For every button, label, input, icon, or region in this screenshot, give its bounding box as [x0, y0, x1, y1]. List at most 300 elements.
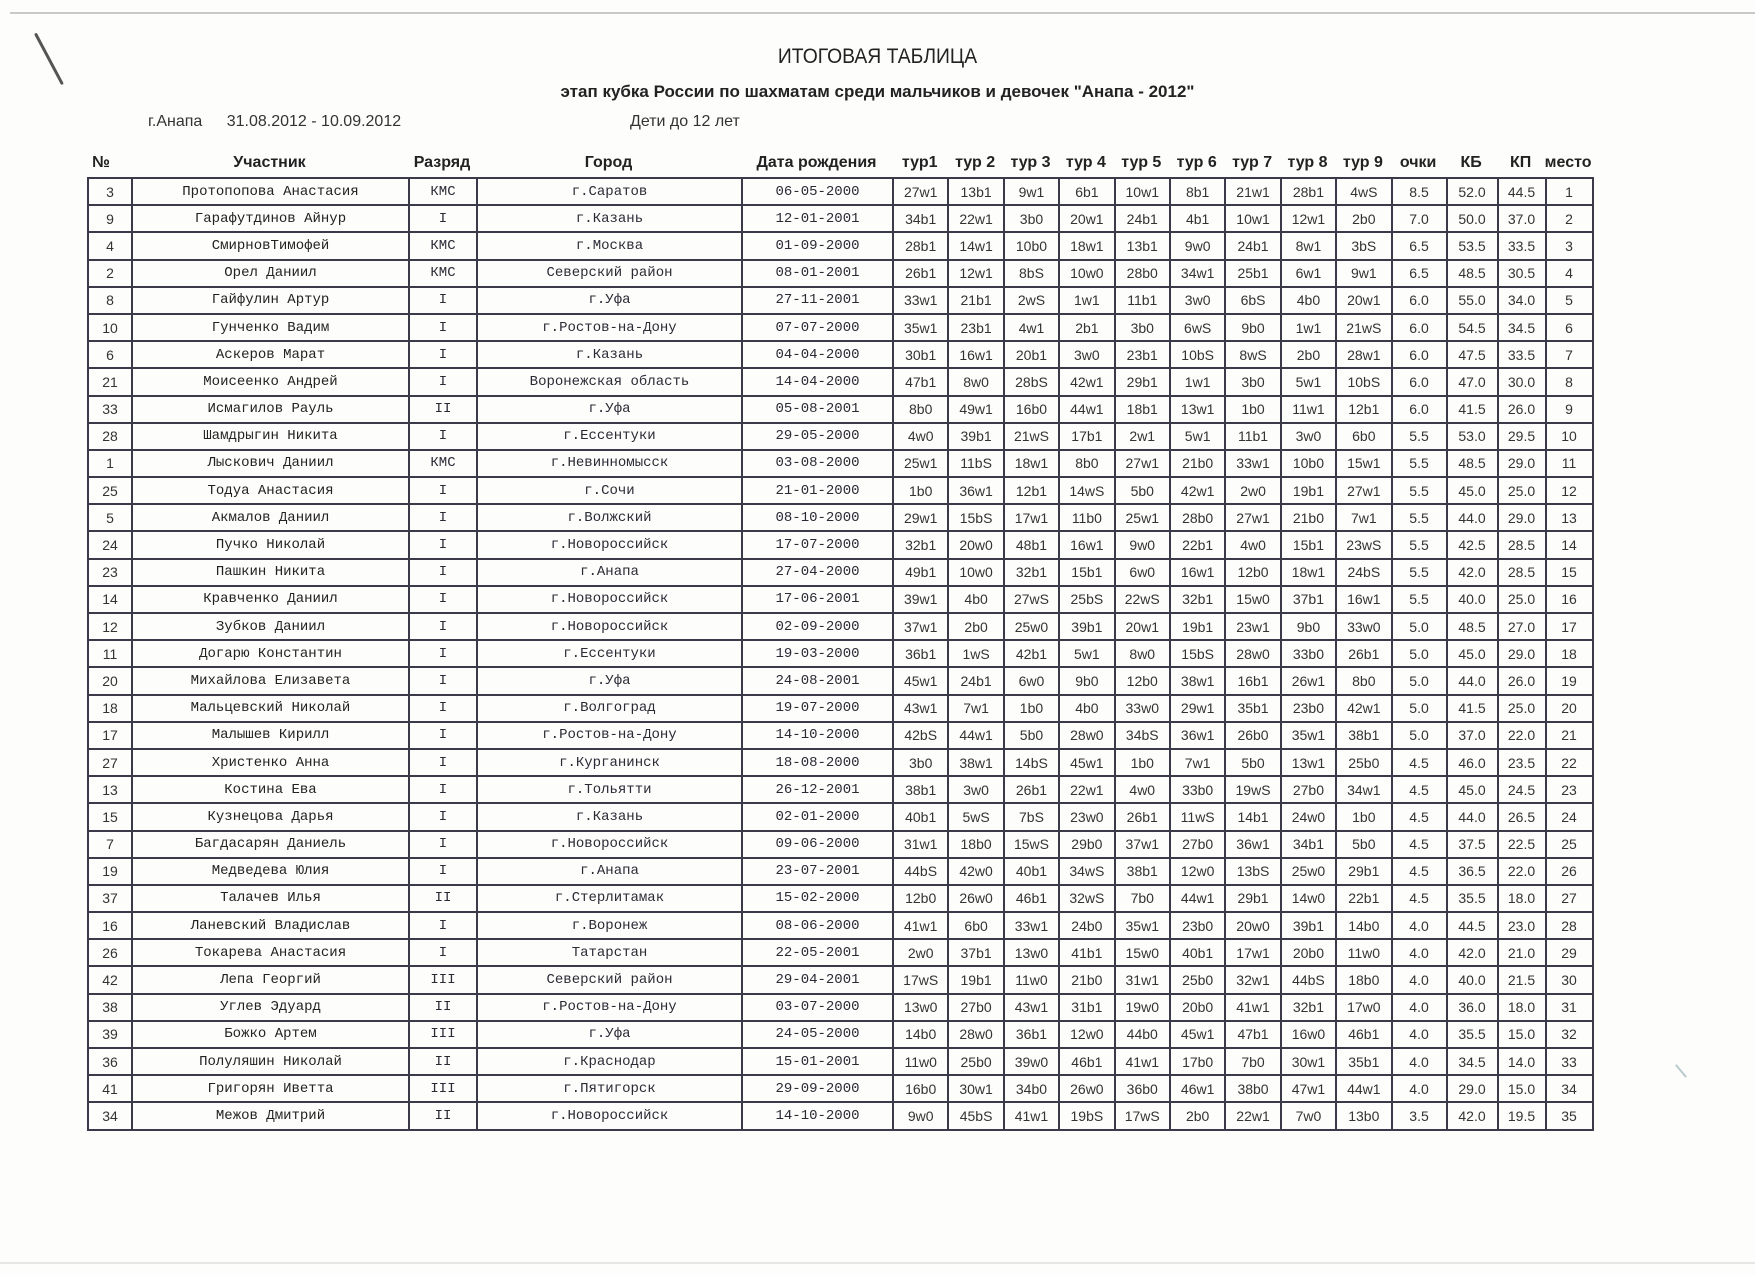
cell-place: 3 — [1546, 232, 1593, 259]
cell-participant: Исмагилов Рауль — [132, 396, 409, 423]
cell-round-4: 2b1 — [1059, 314, 1114, 341]
cell-participant: Полуляшин Николай — [132, 1048, 409, 1075]
cell-round-8: 32b1 — [1281, 994, 1336, 1021]
cell-round-4: 44w1 — [1059, 396, 1114, 423]
cell-round-7: 36w1 — [1225, 831, 1280, 858]
cell-round-5: 5b0 — [1115, 477, 1170, 504]
cell-kp: 22.5 — [1498, 831, 1546, 858]
cell-birthdate: 03-07-2000 — [742, 994, 893, 1021]
cell-round-1: 13w0 — [893, 994, 948, 1021]
cell-kb: 36.5 — [1447, 858, 1498, 885]
cell-number: 5 — [88, 504, 132, 531]
table-row — [88, 423, 1593, 450]
cell-rank: КМС — [409, 232, 477, 259]
cell-round-7: 26b0 — [1225, 722, 1280, 749]
cell-round-1: 2w0 — [893, 939, 948, 966]
cell-round-3: 27wS — [1004, 586, 1059, 613]
cell-birthdate: 17-07-2000 — [742, 531, 893, 558]
table-row — [88, 260, 1593, 287]
cell-birthdate: 22-05-2001 — [742, 939, 893, 966]
cell-round-9: 22b1 — [1336, 885, 1391, 912]
header-col-city: Город — [584, 154, 633, 171]
cell-round-5: 29b1 — [1115, 368, 1170, 395]
cell-round-2: 11bS — [948, 450, 1003, 477]
cell-birthdate: 15-02-2000 — [742, 885, 893, 912]
cell-rank: КМС — [409, 178, 477, 205]
cell-city: г.Волгоград — [477, 695, 742, 722]
cell-round-4: 32wS — [1059, 885, 1114, 912]
cell-round-8: 16w0 — [1281, 1021, 1336, 1048]
scan-edge-bottom — [0, 1262, 1755, 1264]
cell-city: г.Новороссийск — [477, 831, 742, 858]
cell-round-5: 9w0 — [1115, 531, 1170, 558]
cell-round-8: 37b1 — [1281, 586, 1336, 613]
cell-round-1: 25w1 — [893, 450, 948, 477]
cell-round-3: 8bS — [1004, 260, 1059, 287]
cell-kb: 35.5 — [1447, 1021, 1498, 1048]
cell-kb: 36.0 — [1447, 994, 1498, 1021]
table-row — [88, 776, 1593, 803]
cell-rank: I — [409, 586, 477, 613]
cell-round-9: 29b1 — [1336, 858, 1391, 885]
header-col-round-4: тур 4 — [1065, 154, 1106, 171]
cell-birthdate: 24-05-2000 — [742, 1021, 893, 1048]
cell-place: 14 — [1546, 531, 1593, 558]
cell-round-7: 47b1 — [1225, 1021, 1280, 1048]
cell-place: 32 — [1546, 1021, 1593, 1048]
cell-points: 5.0 — [1392, 667, 1447, 694]
cell-round-2: 16w1 — [948, 341, 1003, 368]
cell-kb: 42.0 — [1447, 1102, 1498, 1129]
cell-round-5: 20w1 — [1115, 613, 1170, 640]
cell-round-9: 16w1 — [1336, 586, 1391, 613]
cell-points: 6.5 — [1392, 232, 1447, 259]
cell-place: 31 — [1546, 994, 1593, 1021]
cell-kp: 34.0 — [1498, 287, 1546, 314]
cell-kp: 14.0 — [1498, 1048, 1546, 1075]
cell-round-4: 18w1 — [1059, 232, 1114, 259]
cell-round-6: 8b1 — [1170, 178, 1225, 205]
cell-kp: 22.0 — [1498, 722, 1546, 749]
cell-round-3: 40b1 — [1004, 858, 1059, 885]
cell-round-8: 3w0 — [1281, 423, 1336, 450]
cell-round-8: 1w1 — [1281, 314, 1336, 341]
cell-round-5: 19w0 — [1115, 994, 1170, 1021]
cell-rank: I — [409, 858, 477, 885]
cell-place: 9 — [1546, 396, 1593, 423]
cell-kb: 37.5 — [1447, 831, 1498, 858]
cell-number: 17 — [88, 722, 132, 749]
cell-kp: 15.0 — [1498, 1075, 1546, 1102]
scan-edge-top — [10, 12, 1755, 14]
cell-round-3: 9w1 — [1004, 178, 1059, 205]
header-col-round-5: тур 5 — [1121, 154, 1162, 171]
table-row — [88, 1021, 1593, 1048]
cell-participant: Пучко Николай — [132, 531, 409, 558]
cell-points: 4.0 — [1392, 1075, 1447, 1102]
table-row — [88, 640, 1593, 667]
cell-round-4: 3w0 — [1059, 341, 1114, 368]
cell-number: 6 — [88, 341, 132, 368]
cell-round-6: 27b0 — [1170, 831, 1225, 858]
cell-city: Татарстан — [477, 939, 742, 966]
cell-rank: I — [409, 912, 477, 939]
cell-rank: II — [409, 885, 477, 912]
header-col-round-7: тур 7 — [1232, 154, 1273, 171]
cell-round-7: 13bS — [1225, 858, 1280, 885]
cell-kp: 28.5 — [1498, 531, 1546, 558]
cell-number: 24 — [88, 531, 132, 558]
cell-rank: I — [409, 640, 477, 667]
cell-round-5: 17wS — [1115, 1102, 1170, 1129]
cell-round-8: 7w0 — [1281, 1102, 1336, 1129]
cell-round-4: 22w1 — [1059, 776, 1114, 803]
cell-place: 4 — [1546, 260, 1593, 287]
cell-round-7: 17w1 — [1225, 939, 1280, 966]
cell-round-2: 12w1 — [948, 260, 1003, 287]
cell-round-9: 44w1 — [1336, 1075, 1391, 1102]
cell-birthdate: 15-01-2001 — [742, 1048, 893, 1075]
cell-round-3: 4w1 — [1004, 314, 1059, 341]
cell-round-9: 5b0 — [1336, 831, 1391, 858]
cell-birthdate: 04-04-2000 — [742, 341, 893, 368]
cell-participant: Гарафутдинов Айнур — [132, 205, 409, 232]
cell-birthdate: 29-04-2001 — [742, 966, 893, 993]
cell-round-8: 47w1 — [1281, 1075, 1336, 1102]
cell-round-5: 23b1 — [1115, 341, 1170, 368]
cell-birthdate: 01-09-2000 — [742, 232, 893, 259]
cell-round-7: 6bS — [1225, 287, 1280, 314]
cell-round-5: 8w0 — [1115, 640, 1170, 667]
cell-round-2: 15bS — [948, 504, 1003, 531]
cell-place: 23 — [1546, 776, 1593, 803]
cell-round-8: 21b0 — [1281, 504, 1336, 531]
cell-round-2: 3w0 — [948, 776, 1003, 803]
cell-round-5: 12b0 — [1115, 667, 1170, 694]
cell-round-2: 38w1 — [948, 749, 1003, 776]
cell-rank: I — [409, 477, 477, 504]
cell-birthdate: 19-07-2000 — [742, 695, 893, 722]
cell-round-9: 38b1 — [1336, 722, 1391, 749]
cell-kb: 37.0 — [1447, 722, 1498, 749]
cell-city: г.Новороссийск — [477, 1102, 742, 1129]
cell-number: 21 — [88, 368, 132, 395]
cell-round-5: 7b0 — [1115, 885, 1170, 912]
cell-city: г.Уфа — [477, 667, 742, 694]
cell-number: 38 — [88, 994, 132, 1021]
cell-participant: Зубков Даниил — [132, 613, 409, 640]
cell-round-2: 22w1 — [948, 205, 1003, 232]
cell-city: г.Новороссийск — [477, 613, 742, 640]
cell-rank: I — [409, 423, 477, 450]
table-row — [88, 531, 1593, 558]
cell-round-6: 32b1 — [1170, 586, 1225, 613]
header-col-round-3: тур 3 — [1010, 154, 1051, 171]
cell-round-3: 12b1 — [1004, 477, 1059, 504]
cell-points: 6.0 — [1392, 341, 1447, 368]
cell-round-5: 18b1 — [1115, 396, 1170, 423]
cell-round-8: 24w0 — [1281, 803, 1336, 830]
cell-round-2: 45bS — [948, 1102, 1003, 1129]
cell-kp: 25.0 — [1498, 477, 1546, 504]
cell-birthdate: 14-04-2000 — [742, 368, 893, 395]
cell-kp: 18.0 — [1498, 994, 1546, 1021]
cell-round-9: 13b0 — [1336, 1102, 1391, 1129]
cell-kp: 21.0 — [1498, 939, 1546, 966]
cell-number: 3 — [88, 178, 132, 205]
cell-round-9: 15w1 — [1336, 450, 1391, 477]
cell-round-4: 20w1 — [1059, 205, 1114, 232]
cell-round-5: 11b1 — [1115, 287, 1170, 314]
cell-round-2: 5wS — [948, 803, 1003, 830]
cell-number: 37 — [88, 885, 132, 912]
cell-rank: I — [409, 803, 477, 830]
cell-participant: Григорян Иветта — [132, 1075, 409, 1102]
cell-round-3: 5b0 — [1004, 722, 1059, 749]
cell-kp: 23.0 — [1498, 912, 1546, 939]
cell-number: 36 — [88, 1048, 132, 1075]
cell-points: 4.0 — [1392, 994, 1447, 1021]
cell-round-3: 21wS — [1004, 423, 1059, 450]
cell-city: г.Краснодар — [477, 1048, 742, 1075]
cell-rank: III — [409, 966, 477, 993]
table-row — [88, 314, 1593, 341]
cell-birthdate: 26-12-2001 — [742, 776, 893, 803]
cell-round-1: 49b1 — [893, 559, 948, 586]
cell-participant: Пашкин Никита — [132, 559, 409, 586]
table-row — [88, 287, 1593, 314]
cell-rank: I — [409, 613, 477, 640]
header-col-kb: КБ — [1460, 154, 1482, 171]
cell-birthdate: 06-05-2000 — [742, 178, 893, 205]
cell-round-4: 21b0 — [1059, 966, 1114, 993]
cell-round-7: 29b1 — [1225, 885, 1280, 912]
cell-round-2: 26w0 — [948, 885, 1003, 912]
cell-round-6: 13w1 — [1170, 396, 1225, 423]
cell-kb: 54.5 — [1447, 314, 1498, 341]
cell-participant: Углев Эдуард — [132, 994, 409, 1021]
cell-kp: 34.5 — [1498, 314, 1546, 341]
header-col-participant: Участник — [233, 154, 306, 171]
cell-round-4: 31b1 — [1059, 994, 1114, 1021]
cell-points: 4.0 — [1392, 912, 1447, 939]
cell-round-8: 30w1 — [1281, 1048, 1336, 1075]
cell-round-7: 9b0 — [1225, 314, 1280, 341]
cell-kp: 26.5 — [1498, 803, 1546, 830]
standings-table — [87, 177, 1594, 1131]
table-row — [88, 1048, 1593, 1075]
cell-round-9: 33w0 — [1336, 613, 1391, 640]
cell-round-9: 21wS — [1336, 314, 1391, 341]
cell-participant: Акмалов Даниил — [132, 504, 409, 531]
cell-birthdate: 05-08-2001 — [742, 396, 893, 423]
cell-points: 5.5 — [1392, 450, 1447, 477]
cell-place: 30 — [1546, 966, 1593, 993]
cell-round-7: 25b1 — [1225, 260, 1280, 287]
cell-round-6: 10bS — [1170, 341, 1225, 368]
table-row — [88, 667, 1593, 694]
cell-round-4: 5w1 — [1059, 640, 1114, 667]
cell-round-2: 19b1 — [948, 966, 1003, 993]
cell-place: 10 — [1546, 423, 1593, 450]
cell-round-8: 11w1 — [1281, 396, 1336, 423]
cell-round-1: 47b1 — [893, 368, 948, 395]
cell-round-9: 42w1 — [1336, 695, 1391, 722]
cell-points: 5.5 — [1392, 586, 1447, 613]
cell-round-6: 12w0 — [1170, 858, 1225, 885]
cell-kp: 26.0 — [1498, 667, 1546, 694]
cell-city: г.Новороссийск — [477, 586, 742, 613]
table-row — [88, 885, 1593, 912]
cell-round-8: 28b1 — [1281, 178, 1336, 205]
cell-round-1: 29w1 — [893, 504, 948, 531]
cell-birthdate: 21-01-2000 — [742, 477, 893, 504]
cell-place: 26 — [1546, 858, 1593, 885]
cell-round-6: 17b0 — [1170, 1048, 1225, 1075]
cell-city: г.Казань — [477, 341, 742, 368]
cell-round-2: 7w1 — [948, 695, 1003, 722]
cell-round-1: 1b0 — [893, 477, 948, 504]
cell-round-7: 32w1 — [1225, 966, 1280, 993]
cell-round-2: 37b1 — [948, 939, 1003, 966]
cell-round-2: 24b1 — [948, 667, 1003, 694]
cell-round-7: 24b1 — [1225, 232, 1280, 259]
table-row — [88, 450, 1593, 477]
table-row — [88, 994, 1593, 1021]
table-row — [88, 1102, 1593, 1129]
cell-points: 4.0 — [1392, 1021, 1447, 1048]
cell-city: г.Ессентуки — [477, 640, 742, 667]
cell-round-2: 39b1 — [948, 423, 1003, 450]
cell-number: 25 — [88, 477, 132, 504]
cell-city: г.Сочи — [477, 477, 742, 504]
cell-rank: I — [409, 205, 477, 232]
cell-round-1: 4w0 — [893, 423, 948, 450]
cell-place: 21 — [1546, 722, 1593, 749]
cell-number: 28 — [88, 423, 132, 450]
cell-rank: I — [409, 667, 477, 694]
cell-round-9: 1b0 — [1336, 803, 1391, 830]
cell-round-7: 11b1 — [1225, 423, 1280, 450]
cell-number: 1 — [88, 450, 132, 477]
cell-points: 4.5 — [1392, 831, 1447, 858]
cell-rank: II — [409, 1048, 477, 1075]
table-row — [88, 966, 1593, 993]
cell-round-9: 2b0 — [1336, 205, 1391, 232]
cell-place: 24 — [1546, 803, 1593, 830]
cell-kb: 52.0 — [1447, 178, 1498, 205]
cell-city: г.Москва — [477, 232, 742, 259]
cell-points: 6.5 — [1392, 260, 1447, 287]
cell-points: 5.5 — [1392, 559, 1447, 586]
cell-round-7: 16b1 — [1225, 667, 1280, 694]
cell-points: 8.5 — [1392, 178, 1447, 205]
cell-birthdate: 08-10-2000 — [742, 504, 893, 531]
cell-round-8: 34b1 — [1281, 831, 1336, 858]
cell-round-3: 3b0 — [1004, 205, 1059, 232]
cell-points: 4.0 — [1392, 966, 1447, 993]
cell-birthdate: 24-08-2001 — [742, 667, 893, 694]
cell-number: 16 — [88, 912, 132, 939]
cell-kb: 48.5 — [1447, 450, 1498, 477]
cell-round-1: 44bS — [893, 858, 948, 885]
cell-kb: 48.5 — [1447, 260, 1498, 287]
cell-round-6: 4b1 — [1170, 205, 1225, 232]
cell-round-8: 19b1 — [1281, 477, 1336, 504]
cell-place: 22 — [1546, 749, 1593, 776]
cell-round-8: 15b1 — [1281, 531, 1336, 558]
cell-points: 4.5 — [1392, 749, 1447, 776]
cell-place: 13 — [1546, 504, 1593, 531]
cell-place: 28 — [1546, 912, 1593, 939]
cell-round-2: 10w0 — [948, 559, 1003, 586]
cell-round-7: 7b0 — [1225, 1048, 1280, 1075]
cell-round-3: 1b0 — [1004, 695, 1059, 722]
cell-place: 5 — [1546, 287, 1593, 314]
cell-birthdate: 29-05-2000 — [742, 423, 893, 450]
cell-kb: 48.5 — [1447, 613, 1498, 640]
cell-participant: Божко Артем — [132, 1021, 409, 1048]
cell-round-3: 26b1 — [1004, 776, 1059, 803]
table-row — [88, 695, 1593, 722]
event-location-dates — [148, 113, 421, 131]
cell-round-1: 30b1 — [893, 341, 948, 368]
cell-participant: Протопопова Анастасия — [132, 178, 409, 205]
cell-round-5: 35w1 — [1115, 912, 1170, 939]
cell-kp: 21.5 — [1498, 966, 1546, 993]
cell-round-3: 20b1 — [1004, 341, 1059, 368]
event-dates: 31.08.2012 - 10.09.2012 — [226, 113, 402, 130]
table-row — [88, 232, 1593, 259]
cell-kb: 53.0 — [1447, 423, 1498, 450]
cell-round-7: 27w1 — [1225, 504, 1280, 531]
cell-participant: Христенко Анна — [132, 749, 409, 776]
cell-number: 12 — [88, 613, 132, 640]
cell-round-2: 6b0 — [948, 912, 1003, 939]
cell-participant: Костина Ева — [132, 776, 409, 803]
cell-number: 4 — [88, 232, 132, 259]
cell-kp: 44.5 — [1498, 178, 1546, 205]
cell-kb: 47.0 — [1447, 368, 1498, 395]
cell-round-1: 40b1 — [893, 803, 948, 830]
cell-round-6: 3w0 — [1170, 287, 1225, 314]
cell-round-6: 2b0 — [1170, 1102, 1225, 1129]
cell-points: 5.0 — [1392, 695, 1447, 722]
cell-round-7: 23w1 — [1225, 613, 1280, 640]
cell-participant: Кравченко Даниил — [132, 586, 409, 613]
cell-round-3: 13w0 — [1004, 939, 1059, 966]
cell-birthdate: 09-06-2000 — [742, 831, 893, 858]
cell-round-2: 30w1 — [948, 1075, 1003, 1102]
cell-round-9: 34w1 — [1336, 776, 1391, 803]
cell-round-9: 6b0 — [1336, 423, 1391, 450]
cell-kb: 35.5 — [1447, 885, 1498, 912]
cell-round-5: 27w1 — [1115, 450, 1170, 477]
cell-round-2: 2b0 — [948, 613, 1003, 640]
cell-round-5: 41w1 — [1115, 1048, 1170, 1075]
cell-round-7: 20w0 — [1225, 912, 1280, 939]
cell-place: 8 — [1546, 368, 1593, 395]
cell-round-5: 34bS — [1115, 722, 1170, 749]
cell-round-5: 25w1 — [1115, 504, 1170, 531]
cell-points: 5.0 — [1392, 640, 1447, 667]
cell-round-4: 14wS — [1059, 477, 1114, 504]
cell-round-2: 20w0 — [948, 531, 1003, 558]
cell-number: 8 — [88, 287, 132, 314]
document-subtitle: этап кубка России по шахматам среди мальчиков и девочек "Анапа - 2012" — [560, 82, 1195, 101]
cell-city: г.Ростов-на-Дону — [477, 722, 742, 749]
cell-round-2: 27b0 — [948, 994, 1003, 1021]
